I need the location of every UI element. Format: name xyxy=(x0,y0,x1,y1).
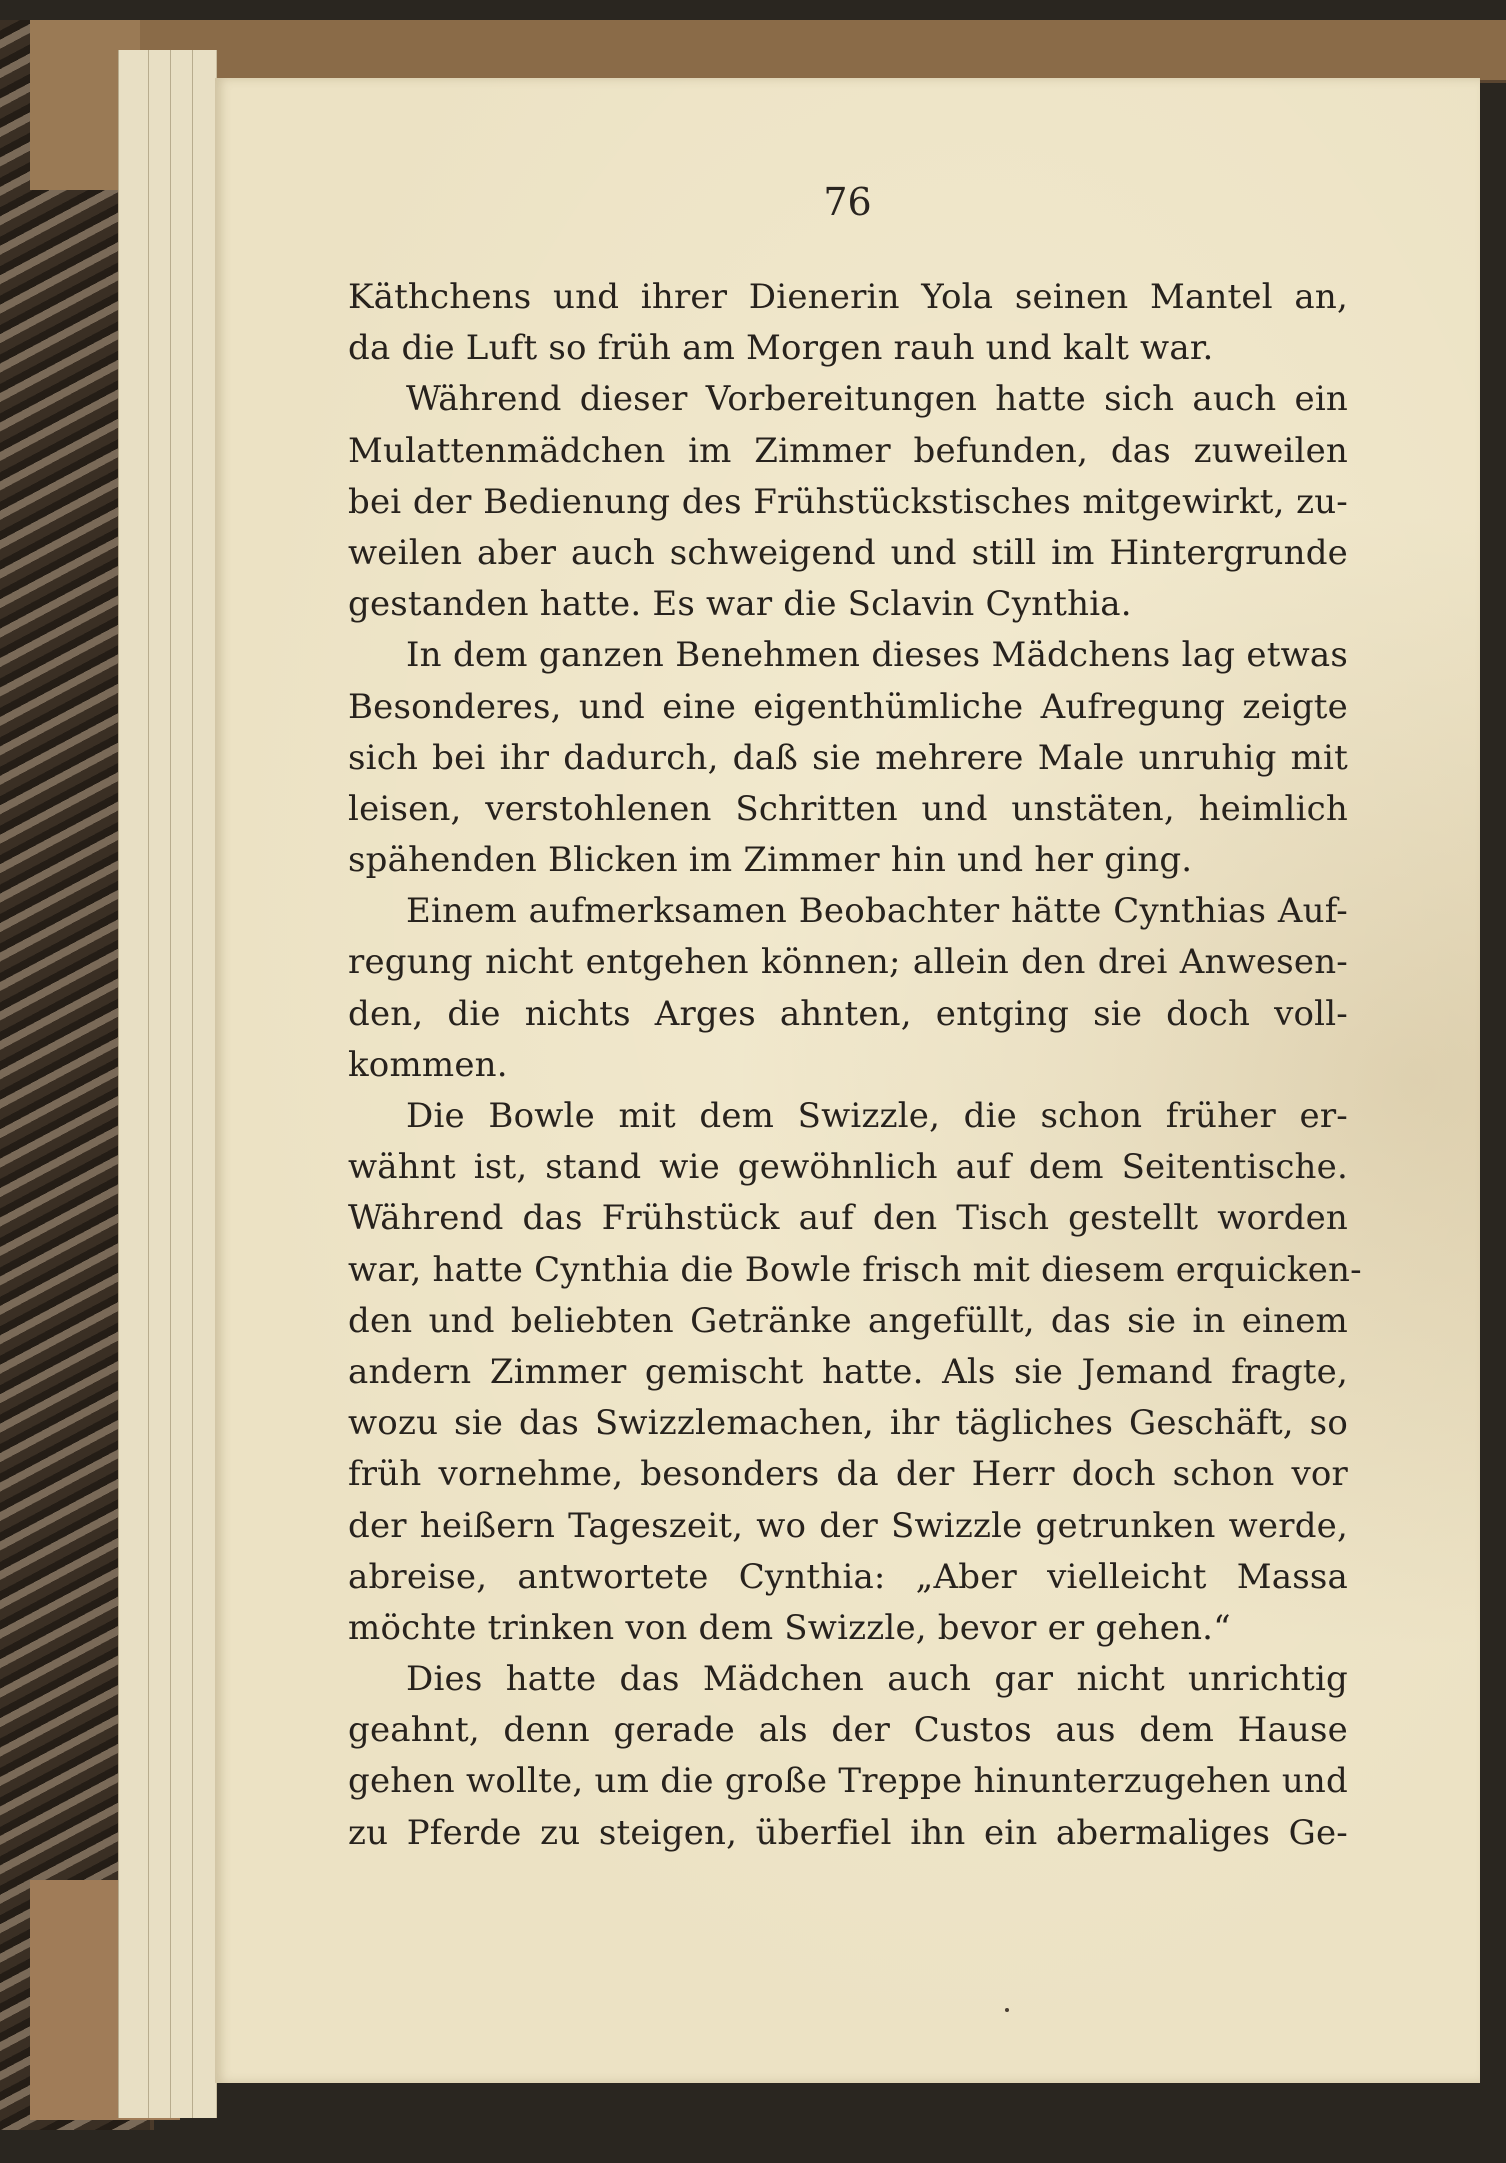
text-line: gehen wollte, um die große Treppe hinunterzugehen und xyxy=(348,1761,1348,1802)
text-line: bei der Bedienung des Frühstückstisches mitgewirkt, zu- xyxy=(348,481,1348,522)
book-cover-top xyxy=(30,20,1506,83)
text-line: leisen, verstohlenen Schritten und unstäten, heimlich xyxy=(348,788,1348,829)
page-body-text xyxy=(348,272,1362,1859)
text-line: der heißern Tageszeit, wo der Swizzle getrunken werde, xyxy=(348,1505,1348,1546)
text-line: geahnt, denn gerade als der Custos aus dem Hause xyxy=(348,1710,1348,1751)
text-line: sich bei ihr dadurch, daß sie mehrere Male unruhig mit xyxy=(348,737,1348,778)
text-line: Während dieser Vorbereitungen hatte sich auch ein xyxy=(406,379,1348,420)
text-line: Die Bowle mit dem Swizzle, die schon früher er- xyxy=(406,1096,1348,1136)
text-line: Einem aufmerksamen Beobachter hätte Cynthias Auf- xyxy=(406,891,1348,932)
text-line: gestanden hatte. Es war die Sclavin Cynthia. xyxy=(348,584,1132,625)
book-page xyxy=(215,78,1480,2083)
text-line: abreise, antwortete Cynthia: „Aber vielleicht Massa xyxy=(348,1556,1348,1597)
text-line: zu Pferde zu steigen, überfiel ihn ein abermaliges Ge- xyxy=(348,1812,1348,1853)
text-line: Mulattenmädchen im Zimmer befunden, das zuweilen xyxy=(348,430,1348,471)
text-line: war, hatte Cynthia die Bowle frisch mit diesem erquicken- xyxy=(348,1249,1362,1290)
text-line: andern Zimmer gemischt hatte. Als sie Jemand fragte, xyxy=(348,1351,1348,1392)
text-line: spähenden Blicken im Zimmer hin und her ging. xyxy=(348,840,1193,881)
text-line: weilen aber auch schweigend und still im Hintergrunde xyxy=(348,532,1348,573)
text-line: den, die nichts Arges ahnten, entging sie doch voll- xyxy=(348,993,1348,1034)
page-edge xyxy=(118,50,150,2118)
paper-speck xyxy=(1005,2008,1009,2012)
text-line: Dies hatte das Mädchen auch gar nicht unrichtig xyxy=(406,1659,1348,1700)
text-line: wozu sie das Swizzlemachen, ihr tägliches Geschäft, so xyxy=(348,1403,1348,1444)
text-line: regung nicht entgehen können; allein den drei Anwesen- xyxy=(348,942,1348,983)
text-line: Während das Frühstück auf den Tisch gestellt worden xyxy=(348,1198,1348,1239)
text-line: Besonderes, und eine eigenthümliche Aufregung zeigte xyxy=(348,686,1348,727)
text-line: möchte trinken von dem Swizzle, bevor er gehen.“ xyxy=(348,1607,1231,1648)
text-line: In dem ganzen Benehmen dieses Mädchens lag etwas xyxy=(406,635,1348,676)
text-line: kommen. xyxy=(348,1044,508,1085)
text-line: den und beliebten Getränke angefüllt, das sie in einem xyxy=(348,1300,1348,1341)
page-number: 76 xyxy=(823,180,872,224)
page-edge xyxy=(192,50,217,2118)
text-line: da die Luft so früh am Morgen rauh und kalt war. xyxy=(348,328,1214,369)
page-edge xyxy=(148,50,172,2118)
text-line: Käthchens und ihrer Dienerin Yola seinen Mantel an, xyxy=(348,277,1348,317)
text-line: wähnt ist, stand wie gewöhnlich auf dem Seitentische. xyxy=(348,1147,1348,1188)
page-edge xyxy=(170,50,194,2118)
text-line: früh vornehme, besonders da der Herr doch schon vor xyxy=(348,1454,1348,1495)
